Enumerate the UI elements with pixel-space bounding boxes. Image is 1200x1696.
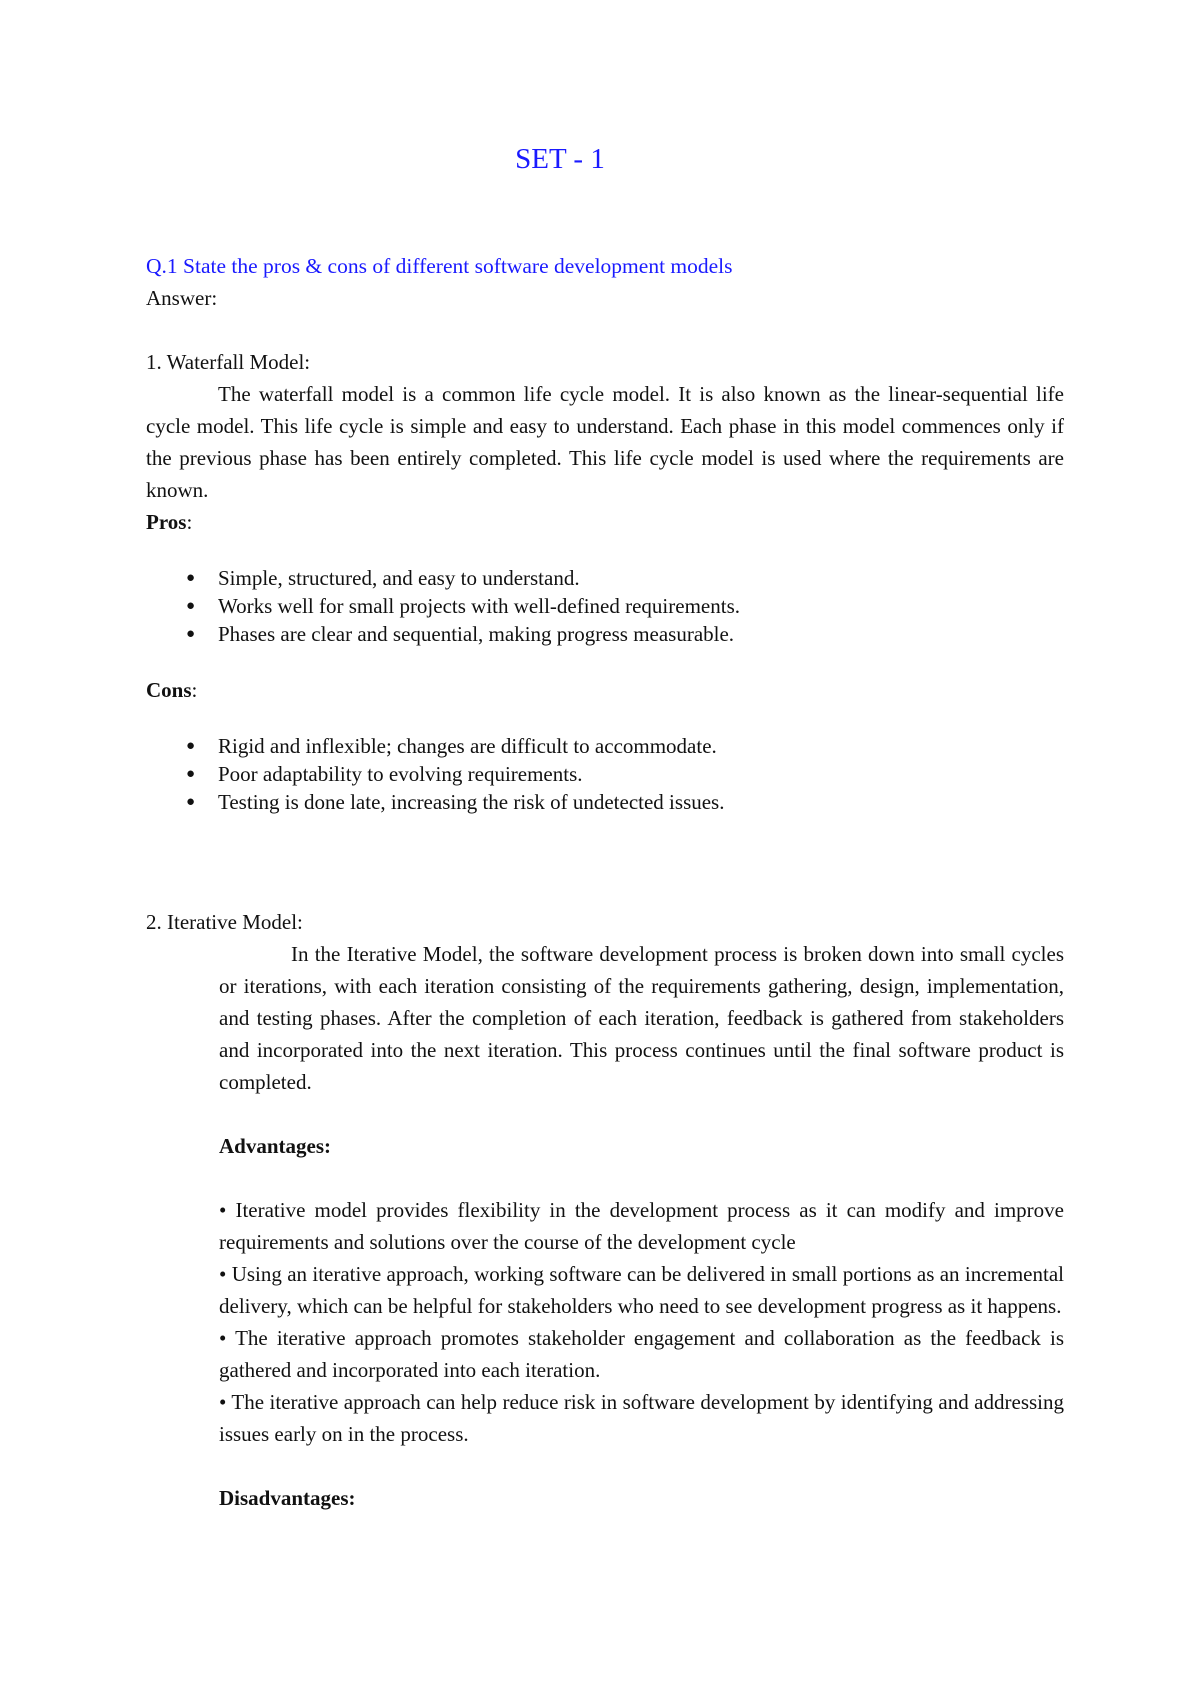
spacer: [146, 816, 1064, 848]
spacer: [219, 1162, 1064, 1194]
cons-item-text: Rigid and inflexible; changes are difficult to accommodate.: [218, 734, 717, 758]
cons-item-text: Poor adaptability to evolving requirements.: [218, 762, 583, 786]
spacer: [146, 848, 1064, 880]
disadvantages-label: Disadvantages:: [219, 1486, 356, 1510]
bullet-icon: ●: [186, 738, 196, 754]
iterative-section: [219, 938, 1064, 1514]
pros-label-line: [146, 506, 1064, 538]
list-item: [146, 564, 1064, 592]
advantages-label: Advantages:: [219, 1134, 332, 1158]
list-item: [146, 592, 1064, 620]
spacer: [219, 1450, 1064, 1482]
waterfall-paragraph: The waterfall model is a common life cycle model. It is also known as the linear-sequential life cycle model. This life cycle is simple and easy to understand. Each phase in this model commences only if the previous phase has been entirely completed. This life cycle model is used where the requirements are known.: [146, 382, 1064, 502]
cons-label-line: [146, 674, 1064, 706]
pros-item-text: Works well for small projects with well-defined requirements.: [218, 594, 740, 618]
spacer: [146, 880, 1064, 906]
pros-list: [146, 564, 1064, 648]
cons-item-text: Testing is done late, increasing the risk of undetected issues.: [218, 790, 725, 814]
iterative-heading: 2. Iterative Model:: [146, 910, 303, 934]
pros-colon: :: [186, 510, 193, 534]
list-item: [146, 788, 1064, 816]
cons-colon: :: [191, 678, 198, 702]
cons-label: Cons: [146, 678, 192, 702]
pros-item-text: Phases are clear and sequential, making progress measurable.: [218, 622, 735, 646]
bullet-icon: ●: [186, 598, 196, 614]
pros-item-text: Simple, structured, and easy to understand.: [218, 566, 580, 590]
page-title: SET - 1: [515, 143, 605, 175]
list-item: [146, 620, 1064, 648]
iterative-paragraph: In the Iterative Model, the software development process is broken down into small cycles or iterations, with each iteration consisting of the requirements gathering, design, implementation, and testing phases. After the completion of each iteration, feedback is gathered from stakeholders and incorporated into the next iteration. This process continues until the final software product is completed.: [219, 942, 1064, 1094]
bullet-icon: ●: [186, 766, 196, 782]
bullet-icon: ●: [186, 794, 196, 810]
advantage-item: • The iterative approach can help reduce risk in software development by identifying and addressing issues early on in the process.: [219, 1390, 1064, 1446]
spacer: [146, 706, 1064, 732]
list-item: [146, 760, 1064, 788]
cons-list: [146, 732, 1064, 816]
bullet-icon: ●: [186, 626, 196, 642]
spacer: [146, 538, 1064, 564]
question-heading: Q.1 State the pros & cons of different software development models: [146, 254, 733, 278]
advantage-item: • Iterative model provides flexibility in the development process as it can modify and improve requirements and solutions over the course of the development cycle: [219, 1198, 1064, 1254]
list-item: [146, 732, 1064, 760]
bullet-icon: ●: [186, 570, 196, 586]
pros-label: Pros: [146, 510, 187, 534]
waterfall-heading: 1. Waterfall Model:: [146, 350, 311, 374]
document-body: [146, 250, 1064, 1514]
advantage-item: • Using an iterative approach, working software can be delivered in small portions as an incremental delivery, which can be helpful for stakeholders who need to see development progress as it happens.: [219, 1262, 1064, 1318]
spacer: [146, 314, 1064, 346]
spacer: [219, 1098, 1064, 1130]
advantage-item: • The iterative approach promotes stakeholder engagement and collaboration as the feedback is gathered and incorporated into each iteration.: [219, 1326, 1064, 1382]
spacer: [146, 648, 1064, 674]
answer-label: Answer:: [146, 286, 218, 310]
